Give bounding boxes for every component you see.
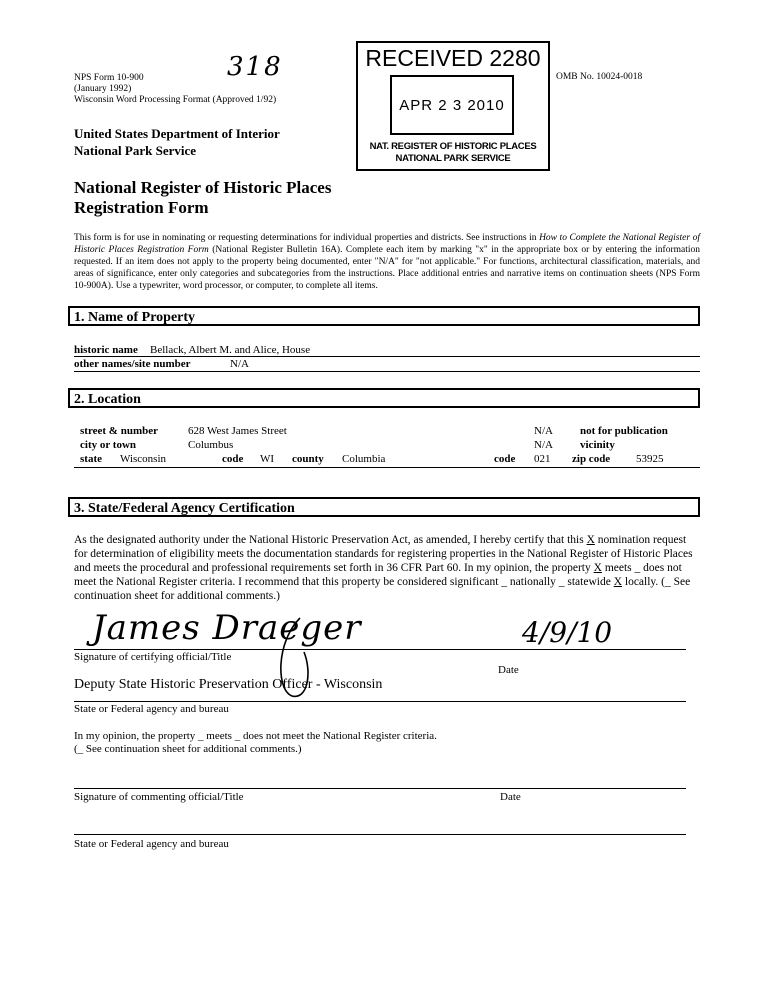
agency2-label: State or Federal agency and bureau xyxy=(74,838,229,850)
cert-mark-meets: X xyxy=(593,562,602,574)
city-label-wrap xyxy=(80,439,136,451)
official-title: Deputy State Historic Preservation Officer - Wisconsin xyxy=(74,677,383,692)
other-names-label-wrap xyxy=(74,358,191,370)
cert-text-1: As the designated authority under the National Historic Preservation Act, as amended, I hereby certify that this xyxy=(74,534,587,546)
historic-name-value: Bellack, Albert M. and Alice, House xyxy=(150,344,311,356)
county-code-label-wrap xyxy=(494,453,515,465)
code-label-wrap xyxy=(222,453,243,465)
handwritten-date: 4/9/10 xyxy=(522,616,613,649)
city-value: Columbus xyxy=(188,439,234,451)
signature-label: Signature of certifying official/Title xyxy=(74,651,232,663)
service-name: National Park Service xyxy=(74,143,197,158)
other-names-label: other names/site number xyxy=(74,358,191,370)
instructions-paragraph xyxy=(74,232,700,292)
zip-value: 53925 xyxy=(636,453,664,465)
historic-name-label: historic name xyxy=(74,344,138,356)
city-na: N/A xyxy=(534,439,553,451)
handwritten-number: 318 xyxy=(227,52,283,82)
form-number: NPS Form 10-900 xyxy=(74,73,144,83)
zip-label: zip code xyxy=(572,453,611,465)
city-label: city or town xyxy=(80,439,137,451)
state-code-value: WI xyxy=(260,453,275,465)
not-for-publication-wrap xyxy=(580,425,668,437)
street-value: 628 West James Street xyxy=(188,425,287,437)
commenting-signature-label: Signature of commenting official/Title xyxy=(74,791,244,803)
stamp-date: APR 2 3 2010 xyxy=(399,97,505,114)
certification-paragraph xyxy=(74,533,700,603)
commenting-date-label: Date xyxy=(500,791,521,803)
instructions-text-1: This form is for use in nominating or requesting determinations for individual properties and districts. See instructions in xyxy=(74,233,540,243)
department-name: United States Department of Interior xyxy=(74,126,280,141)
opinion-text: In my opinion, the property _ meets _ does not meet the National Register criteria. xyxy=(74,730,437,742)
other-names-value: N/A xyxy=(230,358,249,370)
vicinity-wrap xyxy=(580,439,615,451)
not-for-publication-label: not for publication xyxy=(580,425,668,437)
street-label-wrap xyxy=(80,425,158,437)
state-label: state xyxy=(80,453,102,465)
instructions-text-2: (National Register Bulletin 16A). Complete each item by marking "x" in the appropriate box or by entering the information requested. If an item does not apply to the property being documented, enter "N/A" for "not applicable." For functions, architectural classification, materials, and areas of significance, enter only categories and subcategories from the instructions. Place additional entries and narrative items on continuation sheets (NPS Form 10-900A). Use a typewriter, word processor, or computer, to complete all items. xyxy=(74,245,700,291)
historic-name-row xyxy=(74,344,138,356)
signature-line xyxy=(74,649,686,650)
stamp-date-box xyxy=(390,75,514,135)
street-na: N/A xyxy=(534,425,553,437)
cert-text-4: locally. (_ See continuation sheet for additional comments.) xyxy=(74,576,691,602)
stamp-title: RECEIVED 2280 xyxy=(365,45,541,71)
stamp-line2: NATIONAL PARK SERVICE xyxy=(395,153,511,164)
agency2-line xyxy=(74,834,686,835)
county-code-value: 021 xyxy=(534,453,551,465)
agency-line xyxy=(74,701,686,702)
state-value: Wisconsin xyxy=(120,453,166,465)
section3-heading: 3. State/Federal Agency Certification xyxy=(68,497,700,517)
cert-text-2: nomination request for determination of eligibility meets the documentation standards for registering properties in the National Register of Historic Places and meets the procedural and professional requirements set forth in 36 CFR Part 60. In my opinion, the property xyxy=(74,534,693,574)
form-date: (January 1992) xyxy=(74,84,132,94)
state-label-wrap xyxy=(80,453,102,465)
agency-label: State or Federal agency and bureau xyxy=(74,703,229,715)
cert-text-3: meets _ does not meet the National Register criteria. I recommend that this property be considered significant _ nationally _ statewide xyxy=(74,562,682,588)
divider xyxy=(74,371,700,372)
cert-mark-nomination: X xyxy=(586,534,595,546)
date-label: Date xyxy=(498,664,519,676)
received-stamp xyxy=(356,41,550,171)
street-label: street & number xyxy=(80,425,158,437)
omb-number: OMB No. 10024-0018 xyxy=(556,72,643,82)
state-code-label: code xyxy=(222,453,244,465)
section2-heading: 2. Location xyxy=(68,388,700,408)
stamp-line1: NAT. REGISTER OF HISTORIC PLACES xyxy=(369,141,537,152)
county-label: county xyxy=(292,453,324,465)
divider xyxy=(74,467,700,468)
format-note: Wisconsin Word Processing Format (Approved 1/92) xyxy=(74,95,277,105)
handwritten-signature: James Draeger xyxy=(92,608,362,648)
county-code-label: code xyxy=(494,453,516,465)
commenting-signature-line xyxy=(74,788,686,789)
county-value: Columbia xyxy=(342,453,386,465)
county-label-wrap xyxy=(292,453,324,465)
form-title-line2: Registration Form xyxy=(74,198,209,217)
zip-label-wrap xyxy=(572,453,610,465)
vicinity-label: vicinity xyxy=(580,439,615,451)
cert-mark-locally: X xyxy=(613,576,622,588)
continuation-text: (_ See continuation sheet for additional comments.) xyxy=(74,743,302,755)
form-title-line1: National Register of Historic Places xyxy=(74,178,332,197)
section1-heading: 1. Name of Property xyxy=(68,306,700,326)
instructions-bulletin-title: How to Complete the National Register of Historic Places Registration Form xyxy=(74,233,700,255)
divider xyxy=(74,356,700,357)
